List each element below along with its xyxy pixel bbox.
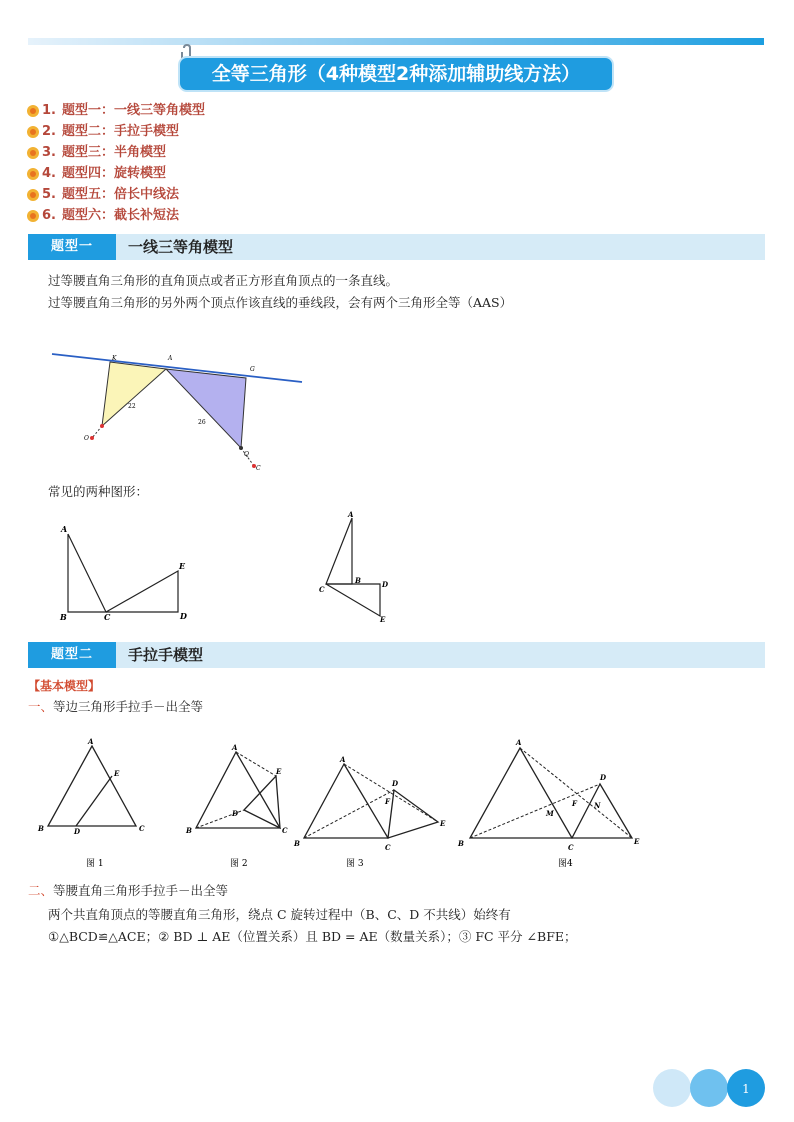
flower-icon [26, 146, 40, 160]
sub-number: 二、 [28, 883, 54, 898]
label-c: C [568, 843, 574, 852]
label-a: A [348, 510, 354, 519]
label-b: B [38, 824, 44, 833]
label-e: E [276, 767, 282, 776]
caption-fig3: 图 3 [346, 859, 364, 869]
toc-item[interactable] [26, 100, 205, 121]
page-title: 全等三角形（4种模型2种添加辅助线方法） [180, 58, 612, 90]
label-c: C [104, 612, 111, 622]
label-b: B [294, 839, 300, 848]
toc-label: 题型二：手拉手模型 [61, 124, 179, 139]
label-d: D [232, 809, 239, 818]
figure-common-shape-1 [55, 520, 215, 625]
caption-fig2: 图 2 [230, 859, 248, 869]
label-b: B [355, 576, 361, 585]
label-a: A [168, 355, 173, 362]
flower-icon [26, 167, 40, 181]
label-m: M [546, 809, 554, 818]
paragraph: 两个共直角顶点的等腰直角三角形，绕点 C 旋转过程中（B、C、D 不共线）始终有 [48, 907, 511, 922]
caption-fig1: 图 1 [86, 859, 104, 869]
label-o: O [84, 435, 89, 442]
top-gradient-bar [28, 38, 764, 45]
label-a: A [88, 737, 94, 746]
toc-number: 2. [42, 124, 56, 139]
label-a: A [232, 743, 238, 752]
label-f: F [385, 797, 390, 806]
sub-text: 等腰直角三角形手拉手－出全等 [53, 883, 229, 898]
flower-icon [26, 188, 40, 202]
label-a: A [340, 755, 346, 764]
paragraph: 过等腰直角三角形的另外两个顶点作该直线的垂线段，会有两个三角形全等（AAS） [48, 295, 513, 310]
section-title: 手拉手模型 [128, 646, 204, 664]
label-e: E [634, 837, 640, 846]
sub-text: 等边三角形手拉手－出全等 [53, 699, 204, 714]
label-g: G [250, 366, 255, 373]
label-c: C [282, 826, 288, 835]
section-title: 一线三等角模型 [128, 238, 234, 256]
section-header-2 [28, 642, 765, 668]
section-label: 题型一 [28, 234, 116, 260]
figure-one-line-three-angles [48, 340, 308, 475]
label-c: C [385, 843, 391, 852]
label-22: 22 [128, 403, 136, 410]
table-of-contents [26, 100, 205, 226]
label-d: D [392, 779, 399, 788]
label-b: B [186, 826, 192, 835]
toc-number: 1. [42, 103, 56, 118]
subheading-1 [28, 696, 203, 718]
toc-number: 4. [42, 166, 56, 181]
flower-icon [26, 209, 40, 223]
toc-item[interactable] [26, 121, 205, 142]
paragraph: ①△BCD≌△ACE；② BD ⊥ AE（位置关系）且 BD = AE（数量关系）；③ FC 平分 ∠BFE； [48, 929, 577, 944]
subheading-2 [28, 880, 228, 902]
toc-label: 题型三：半角模型 [61, 145, 166, 160]
toc-label: 题型四：旋转模型 [61, 166, 166, 181]
figure-common-shape-2 [315, 510, 405, 625]
paragraph: 常见的两种图形： [48, 484, 149, 499]
paragraph: 过等腰直角三角形的直角顶点或者正方形直角顶点的一条直线。 [48, 273, 399, 288]
toc-label: 题型六：截长补短法 [61, 208, 179, 223]
label-d: D [600, 773, 607, 782]
label-e: E [440, 819, 446, 828]
label-e: E [179, 561, 186, 571]
sub-number: 一、 [28, 699, 54, 714]
section-header-1 [28, 234, 765, 260]
label-d: D [180, 611, 187, 621]
toc-label: 题型五：倍长中线法 [61, 187, 179, 202]
label-c: C [139, 824, 145, 833]
label-a: A [61, 524, 68, 534]
flower-icon [26, 104, 40, 118]
label-n: N [594, 801, 601, 810]
label-d: D [382, 580, 389, 589]
toc-item[interactable] [26, 163, 205, 184]
toc-label: 题型一：一线三等角模型 [61, 103, 205, 118]
label-q: Q [244, 451, 249, 458]
flower-icon [26, 125, 40, 139]
toc-number: 3. [42, 145, 56, 160]
label-c: C [319, 585, 325, 594]
toc-item[interactable] [26, 184, 205, 205]
label-k: K [112, 355, 117, 362]
toc-number: 5. [42, 187, 56, 202]
toc-item[interactable] [26, 142, 205, 163]
page-number: 1 [742, 1082, 750, 1096]
label-a: A [516, 738, 522, 747]
label-e: E [380, 615, 386, 624]
label-c: C [256, 465, 261, 472]
label-b: B [60, 612, 67, 622]
label-e: E [114, 769, 120, 778]
label-26: 26 [198, 419, 206, 426]
toc-number: 6. [42, 208, 56, 223]
label-f: F [572, 799, 577, 808]
basic-model-heading: 【基本模型】 [28, 679, 101, 693]
page-number-badge [652, 1068, 768, 1108]
section-label: 题型二 [28, 642, 116, 668]
label-d: D [74, 827, 81, 836]
label-b: B [458, 839, 464, 848]
caption-fig4: 图4 [558, 859, 573, 869]
toc-item[interactable] [26, 205, 205, 226]
figure-hand-in-hand-equilateral [30, 732, 660, 872]
